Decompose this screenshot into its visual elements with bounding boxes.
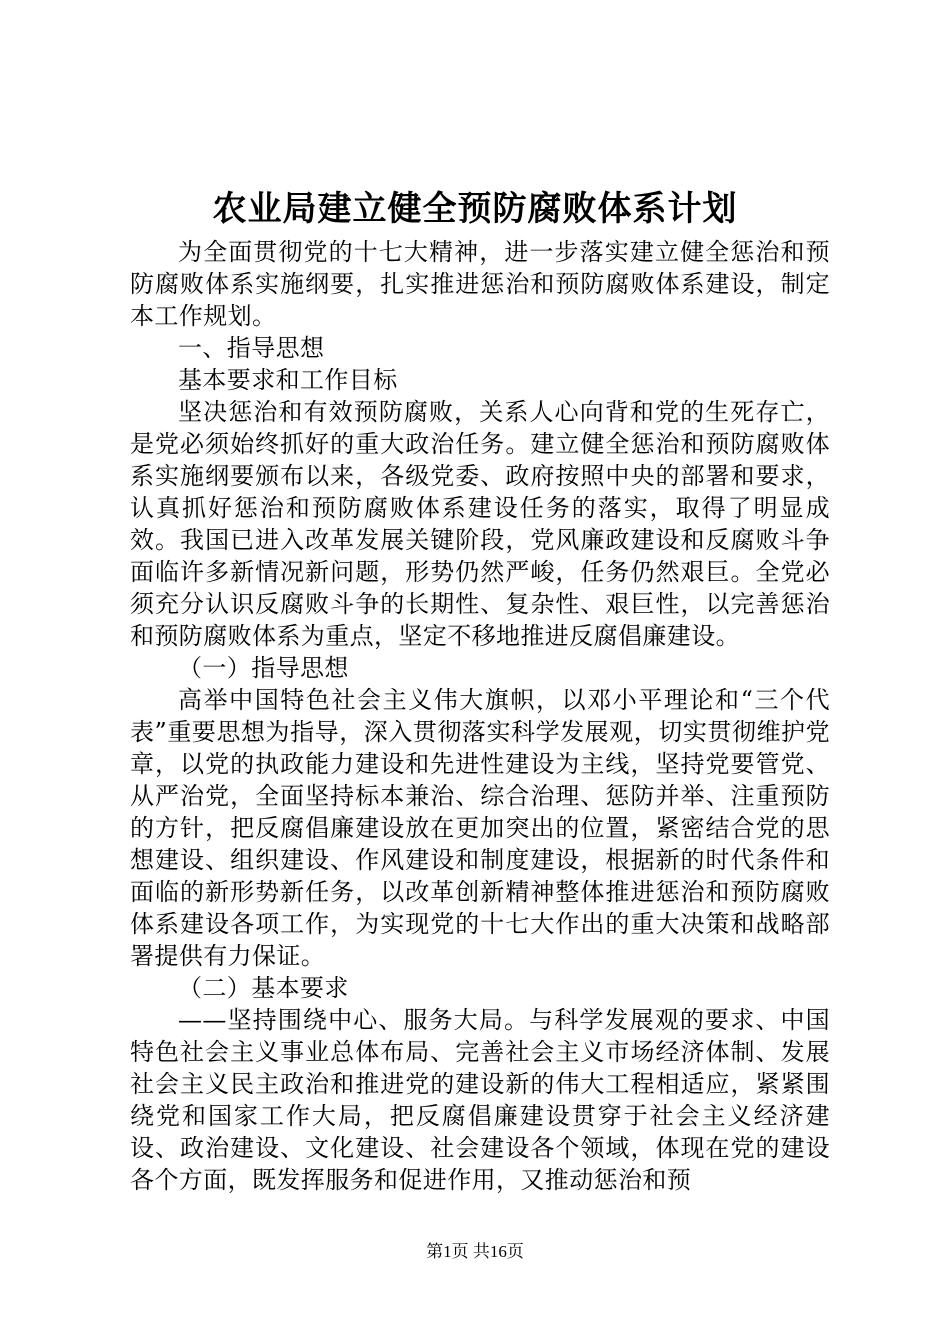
section-heading-guiding-ideology: 一、指导思想 [178, 334, 325, 362]
section-subheading-requirements-goals: 基本要求和工作目标 [178, 366, 398, 394]
paragraph-anti-corruption: 坚决惩治和有效预防腐败，关系人心向背和党的生死存亡，是党必须始终抓好的重大政治任务。建立健全惩治和预防腐败体系实施纲要颁布以来，各级党委、政府按照中央的部署和要求，认真抓好惩治和预防腐败体系建设任务的落实，取得了明显成效。我国已进入改革发展关键阶段，党风廉政建设和反腐败斗争面临许多新情况新问题，形势仍然严峻，任务仍然艰巨。全党必须充分认识反腐败斗争的长期性、复杂性、艰巨性，以完善惩治和预防腐败体系为重点，坚定不移地推进反腐倡廉建设。 [130, 398, 830, 650]
paragraph-basic-requirements: ——坚持围绕中心、服务大局。与科学发展观的要求、中国特色社会主义事业总体布局、完善社会主义市场经济体制、发展社会主义民主政治和推进党的建设新的伟大工程相适应，紧紧围绕党和国家工作大局，把反腐倡廉建设贯穿于社会主义经济建设、政治建设、文化建设、社会建设各个领域，体现在党的建设各个方面，既发挥服务和促进作用，又推动惩治和预 [130, 1006, 830, 1194]
document-body [130, 236, 830, 1196]
paragraph-intro: 为全面贯彻党的十七大精神，进一步落实建立健全惩治和预防腐败体系实施纲要，扎实推进惩治和预防腐败体系建设，制定本工作规划。 [130, 238, 830, 330]
document-title: 农业局建立健全预防腐败体系计划 [212, 189, 738, 229]
section-heading-1-guiding-ideology: （一）指导思想 [178, 654, 349, 682]
page-number-footer: 第1页 共16页 [426, 1242, 524, 1261]
section-heading-2-basic-requirements: （二）基本要求 [178, 974, 349, 1002]
paragraph-guiding-ideology: 高举中国特色社会主义伟大旗帜，以邓小平理论和“三个代表”重要思想为指导，深入贯彻落实科学发展观，切实贯彻维护党章，以党的执政能力建设和先进性建设为主线，坚持党要管党、从严治党，全面坚持标本兼治、综合治理、惩防并举、注重预防的方针，把反腐倡廉建设放在更加突出的位置，紧密结合党的思想建设、组织建设、作风建设和制度建设，根据新的时代条件和面临的新形势新任务，以改革创新精神整体推进惩治和预防腐败体系建设各项工作，为实现党的十七大作出的重大决策和战略部署提供有力保证。 [130, 686, 830, 970]
